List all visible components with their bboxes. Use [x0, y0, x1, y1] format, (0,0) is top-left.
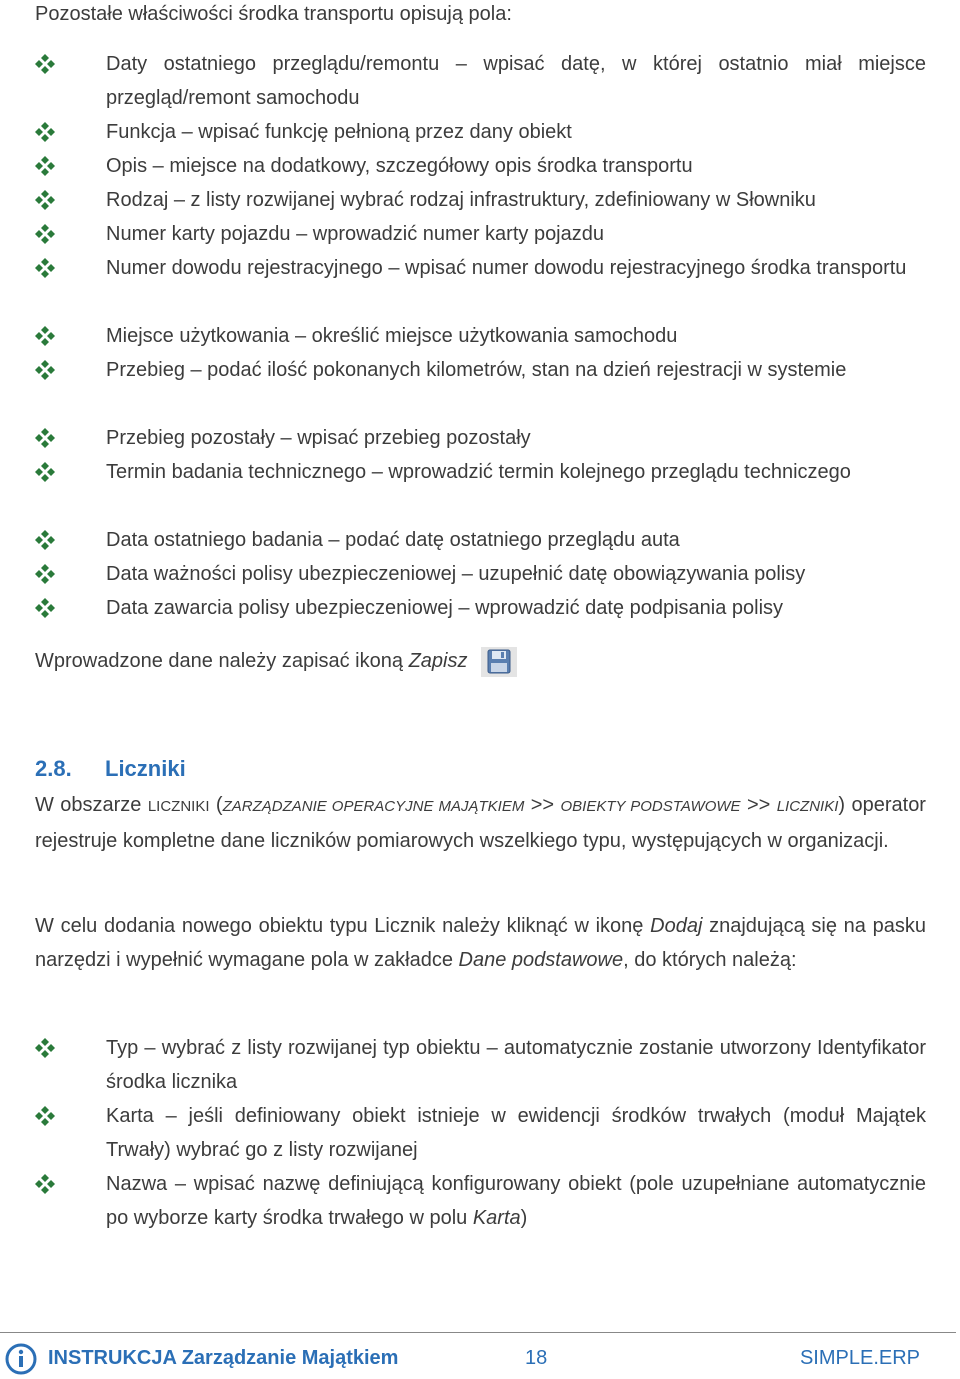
list-item: Opis – miejsce na dodatkowy, szczegółowy opis środka transportu	[35, 149, 926, 183]
meter-fields-list	[35, 1031, 926, 1235]
intro-text: Pozostałe właściwości środka transportu opisują pola:	[35, 3, 512, 25]
transport-fields-list	[35, 47, 926, 625]
diamond-bullet-icon	[35, 54, 55, 74]
page-number: 18	[525, 1347, 548, 1369]
list-item: Numer karty pojazdu – wprowadzić numer karty pojazdu	[35, 217, 926, 251]
page-footer	[0, 1343, 960, 1377]
diamond-bullet-icon	[35, 258, 55, 278]
list-item: Numer dowodu rejestracyjnego – wpisać numer dowodu rejestracyjnego środka transportu	[35, 251, 926, 319]
diamond-bullet-icon	[35, 1174, 55, 1194]
diamond-bullet-icon	[35, 530, 55, 550]
save-instruction: Wprowadzone dane należy zapisać ikoną Zapisz	[35, 646, 517, 677]
list-item: Karta – jeśli definiowany obiekt istnieje w ewidencji środków trwałych (moduł Majątek Trwały) wybrać go z listy rozwijanej	[35, 1099, 926, 1167]
list-item: Data ważności polisy ubezpieczeniowej – uzupełnić datę obowiązywania polisy	[35, 557, 926, 591]
info-icon	[5, 1343, 37, 1375]
diamond-bullet-icon	[35, 1038, 55, 1058]
diamond-bullet-icon	[35, 156, 55, 176]
add-meter-instruction: W celu dodania nowego obiektu typu Licznik należy kliknąć w ikonę Dodaj znajdującą się na pasku narzędzi i wypełnić wymagane pola w zakładce Dane podstawowe, do których należą:	[35, 915, 926, 971]
diamond-bullet-icon	[35, 326, 55, 346]
footer-title: INSTRUKCJA Zarządzanie Majątkiem	[48, 1347, 399, 1369]
footer-divider	[0, 1332, 956, 1333]
diamond-bullet-icon	[35, 190, 55, 210]
diamond-bullet-icon	[35, 1106, 55, 1126]
liczniki-description: W obszarze LICZNIKI (ZARZĄDZANIE OPERACYJNE MAJĄTKIEM >> OBIEKTY PODSTAWOWE >> LICZNIKI) operator rejestruje kompletne dane liczników pomiarowych wszelkiego typu, występujących w organizacji.	[35, 794, 926, 852]
list-item: Termin badania technicznego – wprowadzić termin kolejnego przeglądu techniczego	[35, 455, 926, 523]
diamond-bullet-icon	[35, 122, 55, 142]
save-action-label: Zapisz	[408, 650, 468, 672]
diamond-bullet-icon	[35, 564, 55, 584]
list-item: Funkcja – wpisać funkcję pełnioną przez dany obiekt	[35, 115, 926, 149]
list-item: Miejsce użytkowania – określić miejsce użytkowania samochodu	[35, 319, 926, 353]
diamond-bullet-icon	[35, 224, 55, 244]
diamond-bullet-icon	[35, 428, 55, 448]
list-item: Data zawarcia polisy ubezpieczeniowej – wprowadzić datę podpisania polisy	[35, 591, 926, 625]
diamond-bullet-icon	[35, 598, 55, 618]
diamond-bullet-icon	[35, 462, 55, 482]
list-item: Rodzaj – z listy rozwijanej wybrać rodzaj infrastruktury, zdefiniowany w Słowniku	[35, 183, 926, 217]
list-item: Typ – wybrać z listy rozwijanej typ obiektu – automatycznie zostanie utworzony Identyfikator środka licznika	[35, 1031, 926, 1099]
section-number: 2.8.	[35, 756, 72, 781]
floppy-disk-icon	[481, 647, 517, 677]
list-item: Przebieg – podać ilość pokonanych kilometrów, stan na dzień rejestracji w systemie	[35, 353, 926, 421]
diamond-bullet-icon	[35, 360, 55, 380]
footer-brand: SIMPLE.ERP	[799, 1347, 920, 1369]
section-heading	[35, 752, 186, 786]
list-item: Przebieg pozostały – wpisać przebieg pozostały	[35, 421, 926, 455]
section-title: Liczniki	[105, 756, 186, 781]
list-item: Data ostatniego badania – podać datę ostatniego przeglądu auta	[35, 523, 926, 557]
list-item: Nazwa – wpisać nazwę definiującą konfigurowany obiekt (pole uzupełniane automatycznie po wyborze karty środka trwałego w polu Karta)	[35, 1167, 926, 1235]
list-item: Daty ostatniego przeglądu/remontu – wpisać datę, w której ostatnio miał miejsce przegląd/remont samochodu	[35, 47, 926, 115]
